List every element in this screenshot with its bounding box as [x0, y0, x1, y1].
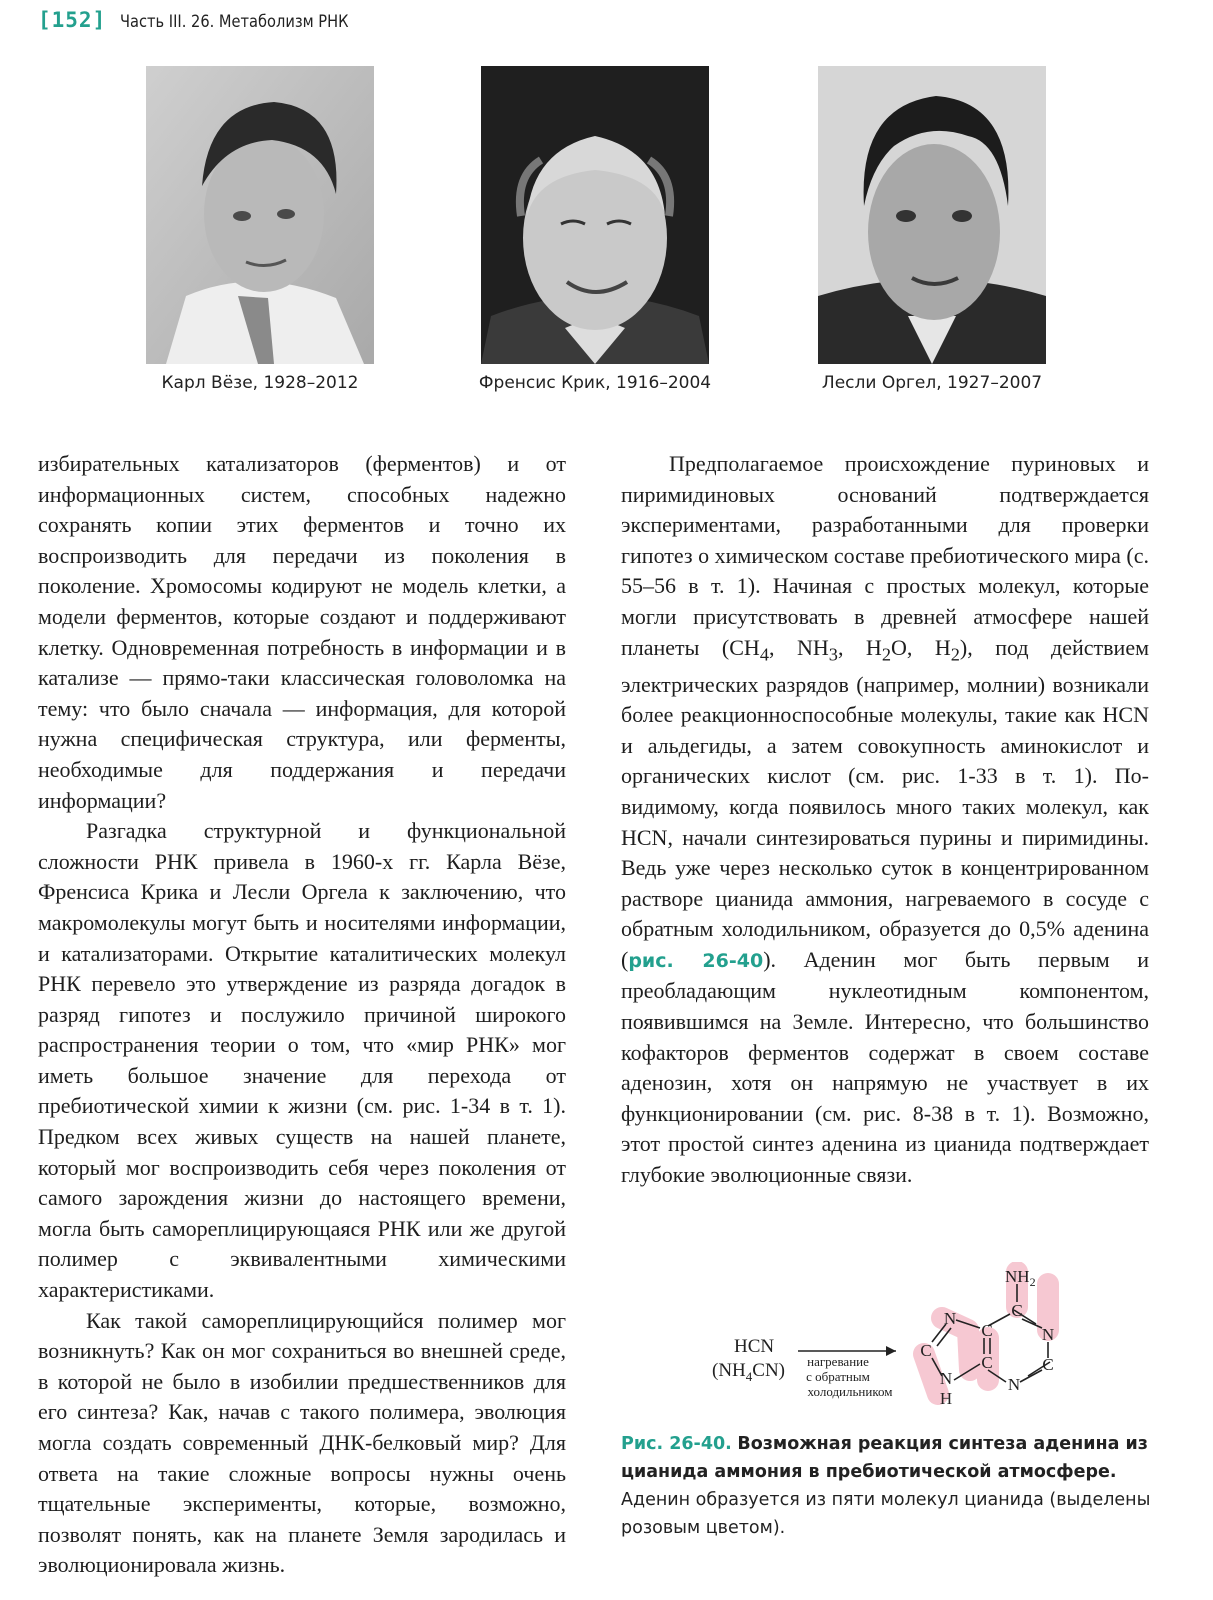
atom-n1: N	[1041, 1325, 1055, 1344]
atom-c4: C	[981, 1353, 993, 1372]
atom-c8: C	[920, 1341, 932, 1360]
paragraph: Как такой самореплицирующийся полимер мог возникнуть? Как он мог сохраниться во внешней среде, в которой не было в изобилии предшественников для его синтеза? Как, начав с такого полимера, эволюция могла создать современный ДНК-белковый мир? Для ответа на такие сложные вопросы нужны очень тщательные эксперименты, которые, возможно, позволят понять, как на планете Земля зародилась и эволюционировала жизнь.	[38, 1307, 566, 1578]
text-run: Предполагаемое происхождение пуриновых и пиримидиновых оснований подтверждается экспериментами, разработанными для проверки гипотез о химическом составе пребиотического мира (с. 55–56 в т. 1). Начиная с простых молекул, которые могли присутствовать в древней атмосфере нашей планеты (CH	[621, 451, 1149, 660]
left-column	[38, 449, 566, 1581]
atom-h9: H	[939, 1389, 953, 1408]
paragraph	[621, 449, 1149, 1191]
text-run: O, H	[890, 634, 951, 660]
atom-nh2: $NH_2$	[1005, 1267, 1036, 1289]
atom-c2: C	[1042, 1355, 1054, 1374]
portrait-photo-crick	[481, 66, 709, 364]
portrait-caption-orgel: Лесли Оргел, 1927–2007	[821, 373, 1043, 393]
subscript: 3	[828, 643, 838, 664]
atom-n3: N	[1007, 1375, 1021, 1394]
figure-adenine-synthesis	[700, 1262, 1090, 1410]
right-column	[621, 449, 1149, 1191]
portrait-photo-woese	[146, 66, 374, 364]
arrow-label-1: нагревание	[807, 1354, 869, 1369]
text-run: , H	[837, 634, 882, 660]
text-run: ). Аденин мог быть первым и преобладающим нуклеотидным компонентом, появившимся на Земле. Интересно, что большинство кофакторов ферментов содержат в своем составе аденозин, хотя он напрямую не участвует в их функционировании (см. рис. 8-38 в т. 1). Возможно, этот простой синтез аденина из цианида подтверждает глубокие эволюционные связи.	[621, 946, 1150, 1188]
subscript: 4	[759, 643, 769, 664]
reactant-hcn: HCN	[734, 1336, 775, 1357]
paragraph: избирательных катализаторов (ферментов) и от информационных систем, способных надежно сохранять копии этих ферментов и точно их воспроизводить для передачи из поколения в поколение. Хромосомы кодируют не модель клетки, а модели ферментов, которые создают и поддерживают клетку. Одновременная потребность в информации и в катализе — прямо-таки классическая головоломка на тему: что было сначала — информация, для которой нужна специфическая структура, или ферменты, необходимые для поддержания и передачи информации?	[38, 451, 566, 813]
atom-c6: C	[1011, 1301, 1023, 1320]
portrait-caption-woese: Карл Вёзе, 1928–2012	[161, 373, 359, 393]
paragraph: Разгадка структурной и функциональной сложности РНК привела в 1960-х гг. Карла Вёзе, Френсиса Крика и Лесли Оргела к заключению, что макромолекулы могут быть и носителями информации, и катализаторами. Открытие каталитических молекул РНК перевело это утверждение из разряда догадок в разряд гипотез и послужило причиной широкого распространения теории о том, что «мир РНК» мог иметь большое значение для перехода от пребиотической химии к жизни (см. рис. 1-34 в т. 1). Предком всех живых существ на нашей планете, который мог воспроизводить себя через поколения от самого зарождения жизни до настоящего времени, могла быть самореплицирующаяся РНК или же другой полимер с эквивалентными химическими характеристиками.	[38, 818, 566, 1303]
arrow-label-3: холодильником	[807, 1384, 893, 1399]
arrow-label-2: с обратным	[806, 1369, 870, 1384]
subscript: 2	[950, 643, 960, 664]
reactant-ammonium-cyanide: $(NH_4CN)$	[712, 1360, 786, 1384]
atom-n9: N	[939, 1369, 953, 1388]
running-title: Часть III. 26. Метаболизм РНК	[120, 12, 349, 32]
arrow-head-icon	[886, 1346, 896, 1356]
portrait-caption-crick: Френсис Крик, 1916–2004	[478, 373, 712, 393]
figure-description: Аденин образуется из пяти молекул цианида (выделены розовым цветом).	[621, 1490, 1151, 1538]
atom-n7: N	[943, 1309, 957, 1328]
figure-label: Рис. 26-40.	[621, 1434, 732, 1454]
portrait-photo-orgel	[818, 66, 1046, 364]
text-run: ), под действием электрических разрядов (например, молнии) возникали более реакционноспособные молекулы, такие как HCN и альдегиды, а затем совокупность аминокислот и органических кислот (см. рис. 1-33 в т. 1). По-видимому, когда появилось много таких молекул, как HCN, начали синтезироваться пурины и пиримидины. Ведь уже через несколько суток в концентрированном растворе цианида аммония, нагреваемого в сосуде с обратным холодильником, образуется до 0,5% аденина (	[621, 634, 1150, 972]
page-header	[38, 8, 386, 34]
text-run: , NH	[769, 634, 829, 660]
figure-reference-link[interactable]: рис. 26-40	[628, 949, 764, 972]
figure-title: Возможная реакция синтеза аденина из цианида аммония в пребиотической атмосфере.	[621, 1434, 1148, 1482]
atom-c5: C	[981, 1321, 993, 1340]
figure-caption	[621, 1430, 1151, 1542]
subscript: 2	[881, 643, 891, 664]
page-number: [152]	[38, 8, 107, 32]
